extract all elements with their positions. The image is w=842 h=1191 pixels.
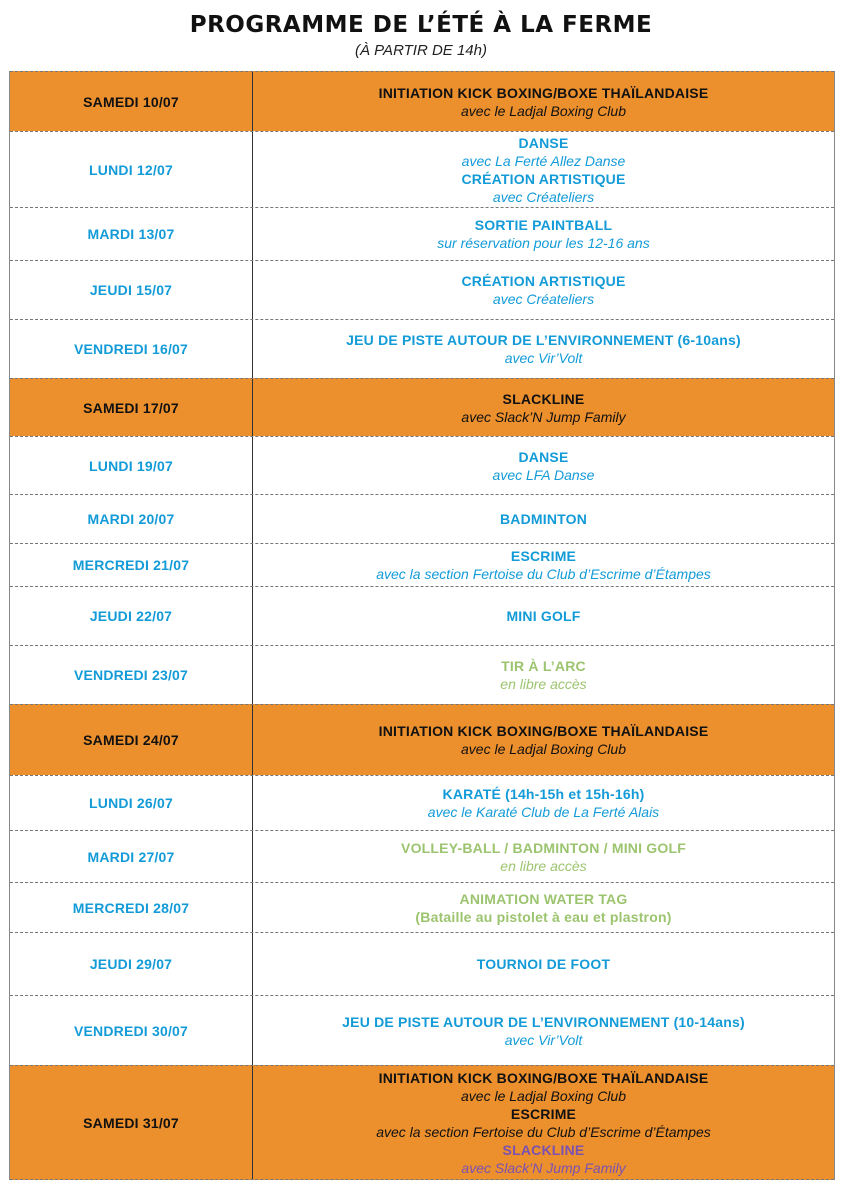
- activity-detail: avec Slack’N Jump Family: [461, 408, 626, 425]
- activity-title: ESCRIME: [510, 548, 577, 564]
- activity-detail: avec Créateliers: [492, 291, 595, 307]
- activity-cell: [253, 996, 834, 1065]
- day-label: LUNDI 19/07: [10, 437, 253, 494]
- schedule-row: [10, 645, 834, 704]
- activity-cell: [253, 208, 834, 260]
- day-label: VENDREDI 16/07: [10, 320, 253, 378]
- activity-title: DANSE: [518, 448, 569, 465]
- activity-title: JEU DE PISTE AUTOUR DE L’ENVIRONNEMENT (6-10ans): [346, 332, 741, 348]
- day-label: SAMEDI 31/07: [10, 1066, 253, 1179]
- activity-title: MINI GOLF: [506, 608, 581, 624]
- schedule-row: [10, 704, 834, 775]
- day-label: LUNDI 26/07: [10, 776, 253, 830]
- activity-detail: avec Vir’Volt: [504, 1031, 583, 1048]
- activity-cell: [253, 883, 834, 932]
- schedule-row: [10, 882, 834, 932]
- activity-title: SORTIE PAINTBALL: [474, 217, 613, 233]
- activity-title: BADMINTON: [499, 511, 588, 527]
- activity-detail: avec La Ferté Allez Danse: [461, 152, 626, 169]
- activity-title: DANSE: [518, 134, 569, 151]
- activity-title: INITIATION KICK BOXING/BOXE THAÏLANDAISE: [378, 723, 709, 739]
- activity-detail: avec le Ladjal Boxing Club: [461, 1087, 626, 1104]
- activity-title: CRÉATION ARTISTIQUE: [461, 273, 626, 289]
- day-label: SAMEDI 17/07: [10, 379, 253, 436]
- schedule-row: [10, 494, 834, 543]
- day-label: SAMEDI 10/07: [10, 72, 253, 131]
- activity-detail: en libre accès: [500, 676, 587, 692]
- day-label: MARDI 20/07: [10, 495, 253, 543]
- schedule-row: [10, 260, 834, 319]
- activity-cell: [253, 72, 834, 131]
- schedule-row: [10, 830, 834, 882]
- day-label: MARDI 13/07: [10, 208, 253, 260]
- activity-detail: en libre accès: [500, 857, 587, 874]
- schedule-row: [10, 543, 834, 586]
- activity-detail: avec le Karaté Club de La Ferté Alais: [427, 804, 660, 820]
- day-label: JEUDI 29/07: [10, 933, 253, 995]
- schedule-row: [10, 378, 834, 436]
- activity-cell: [253, 587, 834, 645]
- activity-detail: avec le Ladjal Boxing Club: [461, 102, 626, 119]
- schedule-row: [10, 775, 834, 830]
- page-subtitle: (À PARTIR DE 14h): [355, 42, 487, 59]
- activity-title: ESCRIME: [510, 1105, 577, 1122]
- activity-title: SLACKLINE: [502, 1141, 585, 1158]
- activity-title: TIR À L’ARC: [501, 658, 586, 674]
- activity-cell: [253, 437, 834, 494]
- activity-cell: [253, 132, 834, 207]
- schedule-row: [10, 1065, 834, 1180]
- activity-title: KARATÉ (14h-15h et 15h-16h): [442, 786, 645, 802]
- activity-title: INITIATION KICK BOXING/BOXE THAÏLANDAISE: [378, 84, 709, 101]
- day-label: MERCREDI 28/07: [10, 883, 253, 932]
- day-label: JEUDI 22/07: [10, 587, 253, 645]
- schedule-table: [9, 71, 835, 1180]
- activity-cell: [253, 831, 834, 882]
- schedule-row: [10, 131, 834, 207]
- schedule-row: [10, 586, 834, 645]
- activity-cell: [253, 495, 834, 543]
- activity-title: (Bataille au pistolet à eau et plastron): [415, 908, 672, 925]
- activity-title: TOURNOI DE FOOT: [476, 956, 611, 972]
- day-label: VENDREDI 23/07: [10, 646, 253, 704]
- activity-detail: avec Vir’Volt: [504, 350, 583, 366]
- day-label: MARDI 27/07: [10, 831, 253, 882]
- activity-title: CRÉATION ARTISTIQUE: [461, 170, 626, 187]
- activity-title: VOLLEY-BALL / BADMINTON / MINI GOLF: [401, 839, 686, 856]
- activity-detail: avec la section Fertoise du Club d’Escrime d’Étampes: [376, 1123, 711, 1140]
- activity-detail: sur réservation pour les 12-16 ans: [437, 235, 650, 251]
- schedule-row: [10, 207, 834, 260]
- activity-cell: [253, 544, 834, 586]
- activity-title: ANIMATION WATER TAG: [459, 890, 628, 907]
- activity-cell: [253, 320, 834, 378]
- activity-cell: [253, 646, 834, 704]
- schedule-row: [10, 319, 834, 378]
- activity-title: INITIATION KICK BOXING/BOXE THAÏLANDAISE: [378, 1069, 709, 1086]
- activity-title: SLACKLINE: [502, 390, 585, 407]
- activity-detail: avec LFA Danse: [492, 466, 595, 483]
- activity-detail: avec Slack’N Jump Family: [461, 1159, 626, 1176]
- activity-title: JEU DE PISTE AUTOUR DE L’ENVIRONNEMENT (10-14ans): [342, 1013, 745, 1030]
- activity-cell: [253, 776, 834, 830]
- day-label: MERCREDI 21/07: [10, 544, 253, 586]
- activity-cell: [253, 379, 834, 436]
- activity-detail: avec Créateliers: [492, 188, 595, 205]
- activity-cell: [253, 933, 834, 995]
- activity-cell: [253, 261, 834, 319]
- schedule-row: [10, 995, 834, 1065]
- activity-cell: [253, 705, 834, 775]
- activity-detail: avec la section Fertoise du Club d’Escrime d’Étampes: [376, 566, 711, 582]
- schedule-row: [10, 932, 834, 995]
- day-label: VENDREDI 30/07: [10, 996, 253, 1065]
- schedule-row: [10, 436, 834, 494]
- page-title: PROGRAMME DE L’ÉTÉ À LA FERME: [189, 12, 653, 38]
- day-label: JEUDI 15/07: [10, 261, 253, 319]
- day-label: LUNDI 12/07: [10, 132, 253, 207]
- schedule-row: [10, 71, 834, 131]
- day-label: SAMEDI 24/07: [10, 705, 253, 775]
- activity-cell: [253, 1066, 834, 1179]
- activity-detail: avec le Ladjal Boxing Club: [461, 741, 626, 757]
